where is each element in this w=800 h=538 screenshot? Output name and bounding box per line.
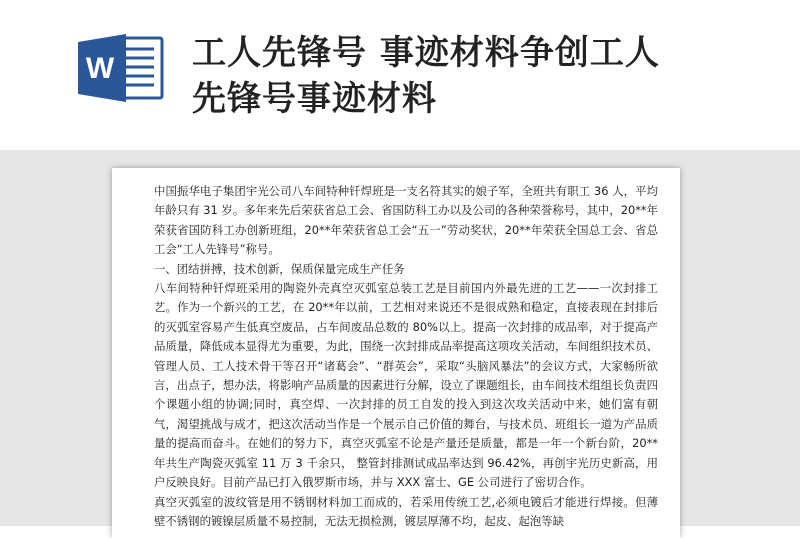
paragraph-section-1: 八车间特种钎焊班采用的陶瓷外壳真空灭弧室总装工艺是目前国内外最先进的工艺——一次封排工艺。作为一个新兴的工艺，在 20**年以前，工艺相对来说还不是很成熟和稳定，直接表现在封排后的灭弧室容易产生低真空废品，占车间废品总数的 80%以上。提高一次封排的成品率，对于提高产品质量，降低成本显得尤为重要，为此，围绕一次封排成品率提高这项攻关活动，车间组织技术员、管理人员、工人技术骨干等召开“诸葛会”、“群英会”，采取“头脑风暴法”的会议方式，大家畅所欲言，出点子，想办法，将影响产品质量的因素进行分解，设立了课题组长，由车间技术组组长负责四个课题小组的协调;同时，真空焊、一次封排的员工自发的投入到这次攻关活动中来，她们富有朝气，渴望挑战与成才，把这次活动当作是一个展示自己价值的舞台，与技术员、班组长一道为产品质量的提高而奋斗。在她们的努力下，真空灭弧室不论是产量还是质量，都是一年一个新台阶，20**年共生产陶瓷灭弧室 11 万 3 千余只， 整管封排测试成品率达到 96.42%，再创宇光历史新高，用户反映良好。目前产品已打入俄罗斯市场，并与 XXX 富士、GE 公司进行了密切合作。 bbox=[154, 281, 658, 490]
document-header bbox=[0, 0, 800, 150]
page-title bbox=[192, 30, 772, 122]
word-letter: W bbox=[85, 52, 115, 85]
document-body bbox=[154, 182, 658, 531]
paragraph-intro: 中国振华电子集团宇光公司八车间特种钎焊班是一支名符其实的娘子军，全班共有职工 36 人，平均年龄只有 31 岁。多年来先后荣获省总工会、省国防科工办以及公司的各种荣誉称号，其中，20**年荣获省国防科工办创新班组，20**年荣获省总工会“五一”劳动奖状，20**年荣获全国总工会、省总工会“工人先锋号”称号。 bbox=[154, 184, 658, 257]
paragraph-section-2: 真空灭弧室的波纹管是用不锈钢材料加工而成的，若采用传统工艺,必须电镀后才能进行焊接。但薄壁不锈钢的镀镍层质量不易控制，无法无损检测，镀层厚薄不均，起皮、起泡等缺 bbox=[154, 494, 658, 528]
title-line-1: 工人先锋号 事迹材料争创工人 bbox=[192, 33, 660, 73]
title-line-2: 先锋号事迹材料 bbox=[192, 79, 437, 119]
word-document-icon bbox=[76, 32, 164, 104]
document-page[interactable] bbox=[112, 168, 680, 538]
section-heading: 一、团结拼搏，技术创新，保质保量完成生产任务 bbox=[154, 261, 405, 276]
